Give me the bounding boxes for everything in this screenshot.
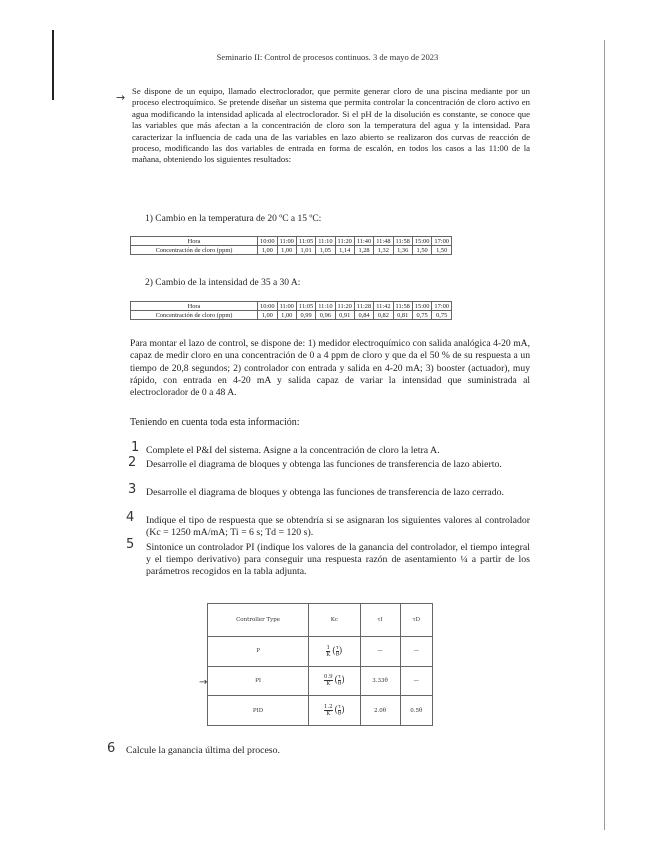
table-row <box>131 302 452 311</box>
hour-cell: 11:58 <box>393 302 412 311</box>
question-number: 1 <box>131 440 140 455</box>
hour-cell: 10:00 <box>258 237 278 246</box>
value-cell: 1,32 <box>374 246 393 255</box>
table-row <box>208 637 433 667</box>
value-cell: 1,00 <box>258 311 278 320</box>
hour-cell: 17:00 <box>432 237 452 246</box>
hour-cell: 11:05 <box>296 237 315 246</box>
hour-cell: 11:40 <box>354 237 373 246</box>
question-text: Desarrolle el diagrama de bloques y obtenga las funciones de transferencia de lazo abierto. <box>146 459 502 470</box>
row-label: Hora <box>131 302 258 311</box>
question-number: 3 <box>128 482 137 497</box>
question-number: 6 <box>107 741 116 756</box>
hour-cell: 11:05 <box>296 302 315 311</box>
value-cell: 1,36 <box>393 246 412 255</box>
hour-cell: 11:20 <box>335 302 354 311</box>
hour-cell: 11:28 <box>354 302 373 311</box>
controller-type-cell: PI <box>208 666 309 696</box>
ti-cell: 2.0θ <box>360 696 400 726</box>
value-cell: 1,28 <box>354 246 373 255</box>
hour-cell: 11:48 <box>374 237 393 246</box>
header-cell: Kc <box>309 604 360 637</box>
question-text: Indique el tipo de respuesta que se obtendría si se asignaran los siguientes valores al controlador (Kc = 1250 mA/mA; Ti = 6 s; Td = 120 s). <box>146 515 530 539</box>
hour-cell: 11:58 <box>393 237 412 246</box>
case1-title: 1) Cambio en la temperatura de 20 ºC a 15 ºC: <box>145 214 322 224</box>
kc-formula: $\frac{1}{K}$ ( $\frac{\tau}{\theta}$ ) <box>309 637 360 667</box>
temperature-change-table <box>130 236 452 255</box>
hour-cell: 11:10 <box>316 302 335 311</box>
question-number: 2 <box>128 455 137 470</box>
value-cell: 1,00 <box>277 311 296 320</box>
value-cell: 0,75 <box>412 311 432 320</box>
value-cell: 1,00 <box>258 246 278 255</box>
row-label: Hora <box>131 237 258 246</box>
header-cell: Controller Type <box>208 604 309 637</box>
question-number: 4 <box>126 510 135 525</box>
case2-title: 2) Cambio de la intensidad de 35 a 30 A: <box>145 278 301 288</box>
question-text: Sintonice un controlador PI (indique los valores de la ganancia del controlador, el tiempo integral y el tiempo derivativo) para conseguir una respuesta razón de asentamiento ¼ a partir de los parámetros recogidos en la tabla adjunta. <box>146 542 530 578</box>
row-label: Concentración de cloro (ppm) <box>131 311 258 320</box>
value-cell: 0,84 <box>354 311 373 320</box>
value-cell: 1,50 <box>412 246 432 255</box>
header-cell: τI <box>360 604 400 637</box>
controller-type-cell: P <box>208 637 309 667</box>
row-label: Concentración de cloro (ppm) <box>131 246 258 255</box>
question-text: Desarrolle el diagrama de bloques y obtenga las funciones de transferencia de lazo cerrado. <box>146 487 504 498</box>
value-cell: 0,91 <box>335 311 354 320</box>
question-text: Calcule la ganancia última del proceso. <box>126 745 280 756</box>
value-cell: 0,96 <box>316 311 335 320</box>
page-title: Seminario II: Control de procesos continuos. 3 de mayo de 2023 <box>216 52 439 62</box>
hour-cell: 11:00 <box>277 302 296 311</box>
table-header-row <box>208 604 433 637</box>
hour-cell: 10:00 <box>258 302 278 311</box>
value-cell: 0,82 <box>374 311 393 320</box>
hour-cell: 11:10 <box>316 237 335 246</box>
table-row <box>208 696 433 726</box>
hour-cell: 15:00 <box>412 237 432 246</box>
intensity-change-table <box>130 301 452 320</box>
table-row <box>131 237 452 246</box>
question-number: 5 <box>126 537 135 552</box>
kc-formula: $\frac{0.9}{K}$ ( $\frac{\tau}{\theta}$ ) <box>309 666 360 696</box>
value-cell: 1,00 <box>277 246 296 255</box>
intro-paragraph: Se dispone de un equipo, llamado electroclorador, que permite generar cloro de una piscina mediante por un proceso electroquímico. Se pretende diseñar un sistema que permita controlar la concentración de cloro activo en agua modificando la intensidad aplicada al electroclorador. Si el pH de la disolución es constante, se conoce que las variables que más afectan a la concentración de cloro son la temperatura del agua y la intensidad. Para caracterizar la influencia de cada una de las variables en lazo abierto se realizaron dos curvas de reacción de proceso, modificando las dos variables de entrada en forma de escalón, en todos los casos a las 11:00 de la mañana, obteniendo los siguientes resultados: <box>132 86 530 165</box>
hour-cell: 11:00 <box>277 237 296 246</box>
td-cell: — <box>400 666 432 696</box>
page-edge-mark <box>52 30 54 100</box>
value-cell: 1,05 <box>316 246 335 255</box>
value-cell: 0,81 <box>393 311 412 320</box>
control-loop-paragraph: Para montar el lazo de control, se dispone de: 1) medidor electroquímico con salida analógica 4-20 mA, capaz de medir cloro en una concentración de 0 a 4 ppm de cloro y que da el 50 % de su respuesta a un tiempo de 20,8 segundos; 2) controlador con entrada y salida en 4-20 mA; 3) booster (actuador), muy rápido, con entrada en 4-20 mA y salida capaz de variar la intensidad que suministrada al electroclorador de 0 a 48 A. <box>130 338 530 399</box>
hour-cell: 15:00 <box>412 302 432 311</box>
page-edge-line <box>604 40 605 830</box>
ti-cell: 3.33θ <box>360 666 400 696</box>
kc-formula: $\frac{1.2}{K}$ ( $\frac{\tau}{\theta}$ ) <box>309 696 360 726</box>
table-row <box>208 666 433 696</box>
td-cell: 0.5θ <box>400 696 432 726</box>
value-cell: 0,75 <box>432 311 452 320</box>
value-cell: 1,14 <box>335 246 354 255</box>
tuning-rules-table <box>207 603 433 726</box>
handwritten-arrow-icon: → <box>116 91 126 104</box>
value-cell: 0,99 <box>296 311 315 320</box>
value-cell: 1,50 <box>432 246 452 255</box>
value-cell: 1,01 <box>296 246 315 255</box>
td-cell: — <box>400 637 432 667</box>
header-cell: τD <box>400 604 432 637</box>
question-text: Complete el P&I del sistema. Asigne a la concentración de cloro la letra A. <box>146 445 440 456</box>
hour-cell: 17:00 <box>432 302 452 311</box>
table-row <box>131 311 452 320</box>
hour-cell: 11:20 <box>335 237 354 246</box>
ti-cell: — <box>360 637 400 667</box>
table-row <box>131 246 452 255</box>
hour-cell: 11:42 <box>374 302 393 311</box>
controller-type-cell: PID <box>208 696 309 726</box>
info-heading: Teniendo en cuenta toda esta información: <box>130 417 300 428</box>
handwritten-arrow-icon: → <box>199 677 208 688</box>
